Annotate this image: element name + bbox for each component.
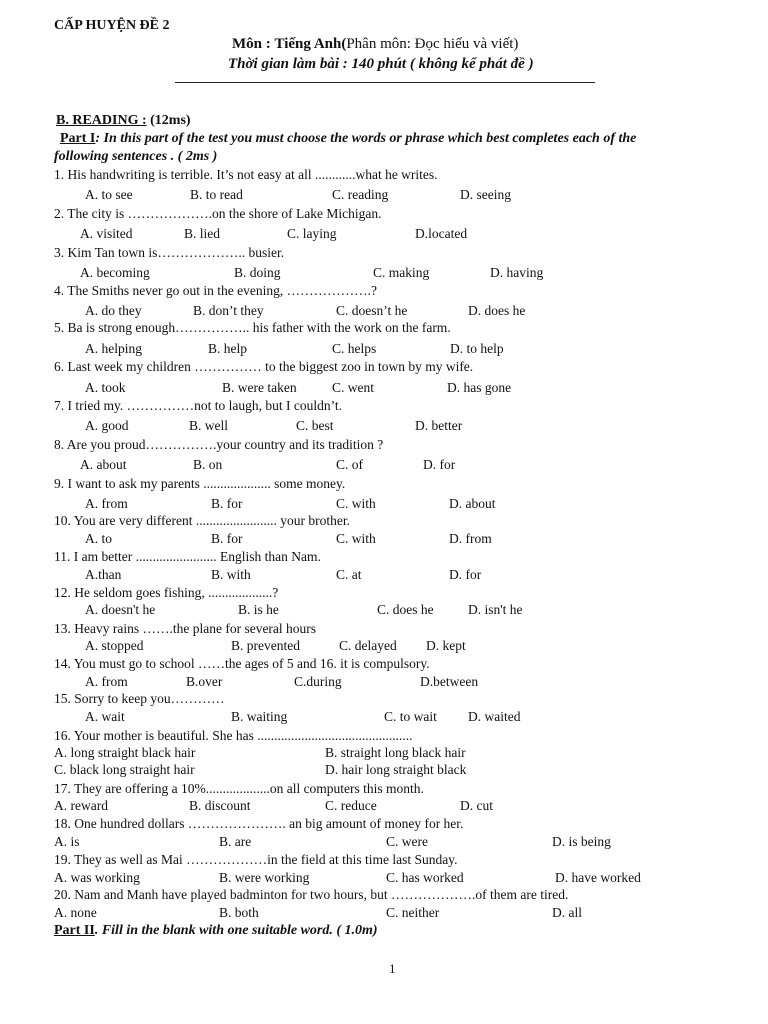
question-7-text: 7. I tried my. ……………not to laugh, but I couldn’t. (54, 398, 342, 413)
question-15-option-c: C. to wait (384, 709, 437, 724)
question-18-option-c: C. were (386, 834, 428, 849)
question-17-option-c: C. reduce (325, 798, 377, 813)
question-2-text: 2. The city is ……………….on the shore of Lake Michigan. (54, 206, 382, 221)
question-9-option-c: C. with (336, 496, 376, 511)
question-18-text: 18. One hundred dollars …………………. an big amount of money for her. (54, 816, 464, 831)
question-6-option-c: C. went (332, 380, 374, 395)
part1-instruction-line2 (54, 149, 217, 165)
question-13-text: 13. Heavy rains …….the plane for several hours (54, 621, 317, 636)
question-6-option-b: B. were taken (222, 380, 297, 395)
question-2-option-d: D.located (415, 226, 468, 241)
question-12-option-b: B. is he (238, 602, 279, 617)
question-17-option-b: B. discount (189, 798, 251, 813)
question-5-option-d: D. to help (450, 341, 504, 356)
part1-instruction-cont: following sentences . ( 2ms ) (54, 149, 218, 164)
question-20-option-d: D. all (552, 905, 582, 920)
question-11-text: 11. I am better ........................ English than Nam. (54, 549, 321, 564)
question-16-option-b: B. straight long black hair (325, 745, 466, 760)
question-13-option-a: A. stopped (85, 638, 144, 653)
question-8-option-d: D. for (423, 457, 456, 472)
question-3-option-b: B. doing (234, 265, 281, 280)
question-17-option-d: D. cut (460, 798, 493, 813)
question-16-text: 16. Your mother is beautiful. She has .............................................. (54, 728, 413, 743)
question-19-option-d: D. have worked (555, 870, 641, 885)
subject-detail: Phân môn: Đọc hiểu và viết) (346, 36, 519, 52)
question-16-option-d: D. hair long straight black (325, 762, 467, 777)
question-1-option-b: B. to read (190, 187, 243, 202)
question-5-option-a: A. helping (85, 341, 142, 356)
question-17-option-a: A. reward (54, 798, 108, 813)
level-heading: CẤP HUYỆN ĐỀ 2 (54, 18, 170, 33)
question-10-option-c: C. with (336, 531, 376, 546)
part1-instruction-line1 (60, 131, 636, 147)
question-10-option-b: B. for (211, 531, 243, 546)
question-5-option-b: B. help (208, 341, 247, 356)
question-14-text: 14. You must go to school ……the ages of 5 and 16. it is compulsory. (54, 656, 430, 671)
question-11-option-d: D. for (449, 567, 482, 582)
question-11-option-b: B. with (211, 567, 251, 582)
question-19-option-c: C. has worked (386, 870, 464, 885)
question-4-option-c: C. doesn’t he (336, 303, 408, 318)
question-14-option-a: A. from (85, 674, 128, 689)
question-1-option-a: A. to see (85, 187, 133, 202)
question-5-text: 5. Ba is strong enough…………….. his father with the work on the farm. (54, 320, 451, 335)
question-10-option-a: A. to (85, 531, 112, 546)
question-15-option-d: D. waited (468, 709, 521, 724)
question-9-option-a: A. from (85, 496, 128, 511)
part1-instruction: : In this part of the test you must choose the words or phrase which best completes each of the (95, 131, 637, 146)
page-number: 1 (389, 961, 396, 976)
question-3-text: 3. Kim Tan town is……………….. busier. (54, 245, 285, 260)
question-3-option-d: D. having (490, 265, 544, 280)
question-16-option-c: C. black long straight hair (54, 762, 195, 777)
question-9-option-b: B. for (211, 496, 243, 511)
question-13-option-c: C. delayed (339, 638, 397, 653)
question-15-text: 15. Sorry to keep you………… (54, 691, 225, 706)
question-18-option-b: B. are (219, 834, 252, 849)
question-12-option-c: C. does he (377, 602, 434, 617)
subject-paren: ( (341, 36, 347, 52)
question-9-text: 9. I want to ask my parents .................... some money. (54, 476, 346, 491)
part2-instruction: . Fill in the blank with one suitable word. ( 1.0m) (94, 923, 378, 938)
time-line: Thời gian làm bài : 140 phút ( không kể phát đề ) (228, 56, 534, 72)
question-12-text: 12. He seldom goes fishing, ...................? (54, 585, 279, 600)
question-18-option-a: A. is (54, 834, 80, 849)
question-13-option-d: D. kept (426, 638, 466, 653)
question-19-text: 19. They as well as Mai ………………in the field at this time last Sunday. (54, 852, 458, 867)
question-14-option-c: C.during (294, 674, 342, 689)
question-7-option-b: B. well (189, 418, 228, 433)
question-6-option-a: A. took (85, 380, 126, 395)
question-1-option-d: D. seeing (460, 187, 511, 202)
question-12-option-d: D. isn't he (468, 602, 523, 617)
question-15-option-b: B. waiting (231, 709, 288, 724)
question-18-option-d: D. is being (552, 834, 611, 849)
section-title (56, 113, 191, 129)
question-6-text: 6. Last week my children …………… to the biggest zoo in town by my wife. (54, 359, 474, 374)
question-2-option-c: C. laying (287, 226, 337, 241)
question-17-text: 17. They are offering a 10%...................on all computers this month. (54, 781, 424, 796)
question-11-option-a: A.than (85, 567, 122, 582)
question-12-option-a: A. doesn't he (85, 602, 156, 617)
question-6-option-d: D. has gone (447, 380, 512, 395)
question-5-option-c: C. helps (332, 341, 377, 356)
part2-heading (54, 923, 378, 939)
question-4-text: 4. The Smiths never go out in the evening, ……………….? (54, 283, 377, 298)
question-20-option-a: A. none (54, 905, 97, 920)
question-14-option-d: D.between (420, 674, 479, 689)
question-11-option-c: C. at (336, 567, 362, 582)
question-4-option-b: B. don’t they (193, 303, 264, 318)
header-divider (175, 82, 595, 83)
question-20-option-b: B. both (219, 905, 259, 920)
question-1-option-c: C. reading (332, 187, 389, 202)
section-marks: (12ms) (146, 113, 191, 128)
subject-line (232, 36, 518, 53)
question-3-option-a: A. becoming (80, 265, 150, 280)
question-16-option-a: A. long straight black hair (54, 745, 196, 760)
part2-label: Part II (54, 923, 95, 938)
question-8-text: 8. Are you proud…………….your country and its tradition ? (54, 437, 384, 452)
question-7-option-d: D. better (415, 418, 463, 433)
question-8-option-c: C. of (336, 457, 363, 472)
question-20-option-c: C. neither (386, 905, 440, 920)
question-8-option-a: A. about (80, 457, 127, 472)
question-13-option-b: B. prevented (231, 638, 300, 653)
question-15-option-a: A. wait (85, 709, 125, 724)
question-1-text: 1. His handwriting is terrible. It’s not easy at all ............what he writes. (54, 167, 438, 182)
question-19-option-b: B. were working (219, 870, 310, 885)
question-10-option-d: D. from (449, 531, 492, 546)
question-7-option-a: A. good (85, 418, 129, 433)
question-9-option-d: D. about (449, 496, 496, 511)
question-7-option-c: C. best (296, 418, 334, 433)
question-14-option-b: B.over (186, 674, 223, 689)
question-4-option-d: D. does he (468, 303, 526, 318)
question-3-option-c: C. making (373, 265, 430, 280)
question-2-option-a: A. visited (80, 226, 133, 241)
question-10-text: 10. You are very different ........................ your brother. (54, 513, 350, 528)
subject-label: Môn : (232, 36, 271, 52)
section-label: B. READING : (56, 113, 147, 128)
subject-name: Tiếng Anh (274, 36, 342, 52)
question-19-option-a: A. was working (54, 870, 140, 885)
question-8-option-b: B. on (193, 457, 223, 472)
question-2-option-b: B. lied (184, 226, 220, 241)
question-20-text: 20. Nam and Manh have played badminton for two hours, but ……………….of them are tired. (54, 887, 569, 902)
question-4-option-a: A. do they (85, 303, 142, 318)
part1-label: Part I (60, 131, 96, 146)
